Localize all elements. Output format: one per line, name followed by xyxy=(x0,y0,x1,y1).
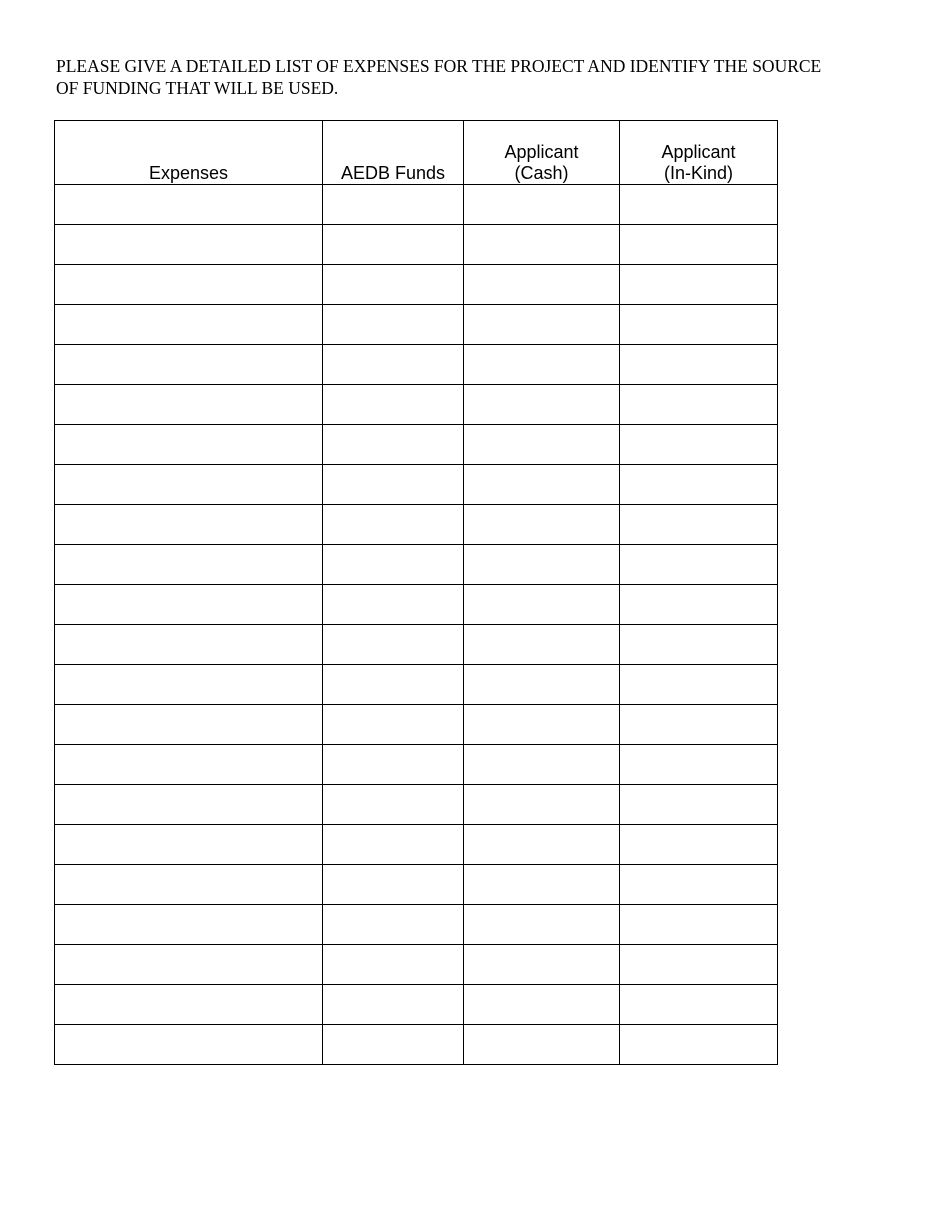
applicant-cash-cell[interactable] xyxy=(464,665,620,705)
aedb-funds-cell[interactable] xyxy=(323,745,464,785)
header-expenses xyxy=(55,121,323,185)
aedb-funds-cell[interactable] xyxy=(323,465,464,505)
expense-cell[interactable] xyxy=(55,785,323,825)
table-row xyxy=(55,385,778,425)
applicant-inkind-cell[interactable] xyxy=(620,385,778,425)
expense-cell[interactable] xyxy=(55,345,323,385)
expense-cell[interactable] xyxy=(55,425,323,465)
expense-cell[interactable] xyxy=(55,825,323,865)
expenses-table xyxy=(54,120,778,1065)
expense-cell[interactable] xyxy=(55,705,323,745)
table-row xyxy=(55,1025,778,1065)
applicant-cash-cell[interactable] xyxy=(464,1025,620,1065)
aedb-funds-cell[interactable] xyxy=(323,545,464,585)
table-row xyxy=(55,865,778,905)
applicant-cash-cell[interactable] xyxy=(464,905,620,945)
aedb-funds-cell[interactable] xyxy=(323,1025,464,1065)
applicant-cash-cell[interactable] xyxy=(464,225,620,265)
header-applicant-inkind-line-1: Applicant xyxy=(661,142,736,162)
header-expenses-label: Expenses xyxy=(148,163,229,183)
aedb-funds-cell[interactable] xyxy=(323,665,464,705)
aedb-funds-cell[interactable] xyxy=(323,825,464,865)
expense-cell[interactable] xyxy=(55,265,323,305)
expense-cell[interactable] xyxy=(55,1025,323,1065)
table-row xyxy=(55,425,778,465)
aedb-funds-cell[interactable] xyxy=(323,265,464,305)
aedb-funds-cell[interactable] xyxy=(323,785,464,825)
table-row xyxy=(55,985,778,1025)
expense-cell[interactable] xyxy=(55,385,323,425)
expense-cell[interactable] xyxy=(55,665,323,705)
table-row xyxy=(55,625,778,665)
applicant-inkind-cell[interactable] xyxy=(620,665,778,705)
aedb-funds-cell[interactable] xyxy=(323,185,464,225)
table-row xyxy=(55,185,778,225)
expense-cell[interactable] xyxy=(55,625,323,665)
instructions-text xyxy=(56,55,916,99)
header-applicant-cash xyxy=(464,121,620,185)
expense-cell[interactable] xyxy=(55,305,323,345)
table-row xyxy=(55,545,778,585)
table-row xyxy=(55,665,778,705)
instructions-line-1: PLEASE GIVE A DETAILED LIST OF EXPENSES FOR THE PROJECT AND IDENTIFY THE SOURCE xyxy=(56,56,822,76)
expenses-table-body xyxy=(55,185,778,1065)
header-applicant-cash-line-1: Applicant xyxy=(504,142,579,162)
header-applicant-inkind xyxy=(620,121,778,185)
applicant-inkind-cell[interactable] xyxy=(620,545,778,585)
applicant-cash-cell[interactable] xyxy=(464,505,620,545)
applicant-inkind-cell[interactable] xyxy=(620,905,778,945)
expense-cell[interactable] xyxy=(55,905,323,945)
applicant-cash-cell[interactable] xyxy=(464,705,620,745)
table-row xyxy=(55,945,778,985)
applicant-inkind-cell[interactable] xyxy=(620,1025,778,1065)
expense-cell[interactable] xyxy=(55,865,323,905)
applicant-cash-cell[interactable] xyxy=(464,865,620,905)
table-row xyxy=(55,265,778,305)
header-applicant-inkind-line-2: (In-Kind) xyxy=(663,163,734,183)
applicant-inkind-cell[interactable] xyxy=(620,185,778,225)
applicant-cash-cell[interactable] xyxy=(464,185,620,225)
table-row xyxy=(55,825,778,865)
table-row xyxy=(55,745,778,785)
aedb-funds-cell[interactable] xyxy=(323,905,464,945)
header-aedb-funds-label: AEDB Funds xyxy=(340,163,446,183)
aedb-funds-cell[interactable] xyxy=(323,705,464,745)
aedb-funds-cell[interactable] xyxy=(323,625,464,665)
applicant-inkind-cell[interactable] xyxy=(620,505,778,545)
table-row xyxy=(55,465,778,505)
applicant-cash-cell[interactable] xyxy=(464,385,620,425)
applicant-inkind-cell[interactable] xyxy=(620,625,778,665)
applicant-cash-cell[interactable] xyxy=(464,465,620,505)
aedb-funds-cell[interactable] xyxy=(323,345,464,385)
table-row xyxy=(55,585,778,625)
applicant-inkind-cell[interactable] xyxy=(620,785,778,825)
aedb-funds-cell[interactable] xyxy=(323,385,464,425)
applicant-inkind-cell[interactable] xyxy=(620,305,778,345)
instructions-line-2: OF FUNDING THAT WILL BE USED. xyxy=(56,78,339,98)
table-row xyxy=(55,305,778,345)
expense-cell[interactable] xyxy=(55,945,323,985)
applicant-inkind-cell[interactable] xyxy=(620,945,778,985)
applicant-inkind-cell[interactable] xyxy=(620,425,778,465)
table-row xyxy=(55,345,778,385)
aedb-funds-cell[interactable] xyxy=(323,505,464,545)
expense-cell[interactable] xyxy=(55,985,323,1025)
applicant-inkind-cell[interactable] xyxy=(620,865,778,905)
applicant-inkind-cell[interactable] xyxy=(620,825,778,865)
aedb-funds-cell[interactable] xyxy=(323,985,464,1025)
applicant-cash-cell[interactable] xyxy=(464,825,620,865)
table-row xyxy=(55,785,778,825)
applicant-inkind-cell[interactable] xyxy=(620,985,778,1025)
aedb-funds-cell[interactable] xyxy=(323,945,464,985)
expense-cell[interactable] xyxy=(55,185,323,225)
applicant-cash-cell[interactable] xyxy=(464,265,620,305)
applicant-inkind-cell[interactable] xyxy=(620,705,778,745)
expense-cell[interactable] xyxy=(55,505,323,545)
applicant-inkind-cell[interactable] xyxy=(620,265,778,305)
applicant-inkind-cell[interactable] xyxy=(620,585,778,625)
header-row xyxy=(55,121,778,185)
applicant-cash-cell[interactable] xyxy=(464,625,620,665)
expenses-table-header xyxy=(55,121,778,185)
expense-cell[interactable] xyxy=(55,745,323,785)
aedb-funds-cell[interactable] xyxy=(323,585,464,625)
applicant-cash-cell[interactable] xyxy=(464,785,620,825)
applicant-cash-cell[interactable] xyxy=(464,945,620,985)
expense-cell[interactable] xyxy=(55,225,323,265)
header-applicant-cash-line-2: (Cash) xyxy=(514,163,569,183)
applicant-cash-cell[interactable] xyxy=(464,745,620,785)
aedb-funds-cell[interactable] xyxy=(323,865,464,905)
applicant-cash-cell[interactable] xyxy=(464,545,620,585)
applicant-inkind-cell[interactable] xyxy=(620,745,778,785)
applicant-inkind-cell[interactable] xyxy=(620,225,778,265)
applicant-cash-cell[interactable] xyxy=(464,305,620,345)
aedb-funds-cell[interactable] xyxy=(323,225,464,265)
applicant-inkind-cell[interactable] xyxy=(620,465,778,505)
applicant-cash-cell[interactable] xyxy=(464,425,620,465)
table-row xyxy=(55,705,778,745)
table-row xyxy=(55,225,778,265)
header-aedb-funds xyxy=(323,121,464,185)
expense-cell[interactable] xyxy=(55,545,323,585)
expense-cell[interactable] xyxy=(55,585,323,625)
applicant-cash-cell[interactable] xyxy=(464,985,620,1025)
applicant-cash-cell[interactable] xyxy=(464,585,620,625)
applicant-inkind-cell[interactable] xyxy=(620,345,778,385)
applicant-cash-cell[interactable] xyxy=(464,345,620,385)
table-row xyxy=(55,505,778,545)
aedb-funds-cell[interactable] xyxy=(323,305,464,345)
table-row xyxy=(55,905,778,945)
expense-cell[interactable] xyxy=(55,465,323,505)
aedb-funds-cell[interactable] xyxy=(323,425,464,465)
